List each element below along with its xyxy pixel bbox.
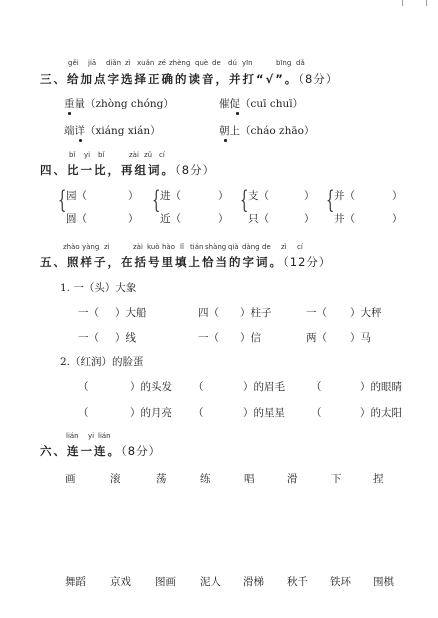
brace-icon: {	[152, 186, 161, 214]
pinyin: zài	[133, 243, 143, 251]
fill-blank-close: ）柱子	[240, 307, 272, 319]
fill-blank-close: ）大船	[115, 307, 147, 319]
pinyin: zì	[281, 243, 287, 251]
compare-char: 圆（	[66, 213, 87, 225]
fill-blank-close: ）的太阳	[360, 407, 402, 419]
fill-blank-open: 一（	[198, 332, 219, 344]
pinyin: qià	[228, 243, 239, 251]
compare-char: 并（	[334, 190, 355, 202]
fill-blank-open: （	[193, 381, 204, 393]
match-verb[interactable]: 唱	[244, 473, 255, 485]
section-heading	[40, 71, 338, 87]
corner-mark	[426, 0, 427, 6]
pinyin: yīn	[242, 59, 253, 67]
fill-blank-close: ）大秤	[350, 307, 382, 319]
section-title: 连一连。	[67, 444, 121, 458]
match-verb[interactable]: 练	[200, 473, 211, 485]
pinyin: de	[262, 243, 271, 251]
fill-blank-open: 一（	[78, 307, 99, 319]
brace-icon: {	[240, 186, 249, 214]
pinyin: shàng	[205, 243, 227, 251]
match-noun[interactable]: 舞蹈	[65, 576, 86, 588]
fill-blank-close: ）的眉毛	[243, 381, 285, 393]
section-heading	[40, 443, 161, 459]
fill-blank-close: ）信	[240, 332, 261, 344]
reading-choice-item: 重量（zhòng chóng）	[64, 98, 174, 110]
pinyin: yi	[88, 432, 95, 440]
section-title: 比一比，再组词。	[67, 163, 175, 177]
close-paren: ）	[304, 190, 315, 202]
pinyin: xuǎn	[137, 59, 155, 67]
emphasis-dot	[79, 139, 82, 142]
pinyin: bǐ	[98, 151, 105, 159]
pinyin: lián	[66, 432, 79, 440]
match-noun[interactable]: 秋千	[287, 576, 308, 588]
close-paren: ）	[128, 190, 139, 202]
close-paren: ）	[392, 213, 403, 225]
compare-char: 近（	[160, 213, 181, 225]
section-heading	[40, 162, 215, 178]
example-text: 2.（红润）的脸蛋	[60, 356, 144, 368]
match-verb[interactable]: 荡	[156, 473, 167, 485]
fill-blank-open: （	[311, 381, 322, 393]
pinyin: zé	[158, 59, 166, 67]
fill-blank-close: ）的眼睛	[360, 381, 402, 393]
close-paren: ）	[218, 190, 229, 202]
fill-blank-close: ）的头发	[130, 381, 172, 393]
pinyin: bīng	[276, 59, 292, 67]
match-verb[interactable]: 滚	[110, 473, 121, 485]
pinyin: diǎn	[106, 59, 122, 67]
fill-blank-open: （	[78, 407, 89, 419]
pinyin: yi	[84, 151, 91, 159]
corner-mark	[402, 0, 403, 6]
pinyin: bǐ	[69, 151, 76, 159]
fill-blank-open: 一（	[78, 332, 99, 344]
section-score: （8分）	[298, 72, 339, 86]
fill-blank-open: 两（	[306, 332, 327, 344]
close-paren: ）	[218, 213, 229, 225]
compare-char: 支（	[248, 190, 269, 202]
compare-char: 只（	[248, 213, 269, 225]
emphasis-dot	[224, 139, 227, 142]
pinyin: zài	[129, 151, 139, 159]
pinyin: cí	[297, 243, 303, 251]
section-title: 照样子，在括号里填上恰当的字词。	[67, 255, 283, 269]
pinyin: zhào	[63, 243, 80, 251]
compare-char: 井（	[334, 213, 355, 225]
section-number: 六、	[40, 444, 67, 458]
pinyin: tián	[190, 243, 204, 251]
reading-choice-item: 端详（xiáng xián）	[64, 125, 161, 137]
match-noun[interactable]: 京戏	[110, 576, 131, 588]
section-number: 五、	[40, 255, 67, 269]
pinyin: yàng	[82, 243, 100, 251]
pinyin: hào	[162, 243, 176, 251]
close-paren: ）	[304, 213, 315, 225]
fill-blank-close: ）的星星	[243, 407, 285, 419]
pinyin: zǔ	[144, 151, 153, 159]
match-verb[interactable]: 画	[65, 473, 76, 485]
fill-blank-close: ）马	[350, 332, 371, 344]
example-text: 1. 一（头）大象	[60, 282, 137, 294]
section-title: 给加点字选择正确的读音，并打“√”。	[67, 72, 299, 86]
pinyin: zi	[104, 243, 110, 251]
pinyin: cí	[159, 151, 165, 159]
reading-choice-item: 朝上（cháo zhāo）	[219, 125, 315, 137]
match-noun[interactable]: 围棋	[373, 576, 394, 588]
pinyin: kuò	[147, 243, 160, 251]
close-paren: ）	[128, 213, 139, 225]
pinyin: zhèng	[169, 59, 191, 67]
emphasis-dot	[236, 112, 239, 115]
section-score: （8分）	[121, 444, 162, 458]
pinyin: dǎ	[296, 59, 305, 67]
section-heading	[40, 254, 331, 270]
compare-char: 园（	[66, 190, 87, 202]
pinyin: lǐ	[180, 243, 184, 251]
fill-blank-close: ）的月亮	[130, 407, 172, 419]
match-noun[interactable]: 图画	[155, 576, 176, 588]
pinyin: dàng	[242, 243, 260, 251]
emphasis-dot	[68, 112, 71, 115]
pinyin: què	[195, 59, 209, 67]
close-paren: ）	[392, 190, 403, 202]
brace-icon: {	[58, 186, 67, 214]
pinyin: gěi	[68, 59, 79, 67]
fill-blank-open: （	[78, 381, 89, 393]
pinyin: dú	[228, 59, 237, 67]
fill-blank-open: 一（	[306, 307, 327, 319]
match-verb[interactable]: 捏	[373, 473, 384, 485]
pinyin: de	[212, 59, 221, 67]
fill-blank-open: （	[193, 407, 204, 419]
match-noun[interactable]: 铁环	[330, 576, 351, 588]
fill-blank-open: 四（	[198, 307, 219, 319]
match-noun[interactable]: 泥人	[200, 576, 221, 588]
match-verb[interactable]: 滑	[287, 473, 298, 485]
pinyin: zì	[125, 59, 131, 67]
match-noun[interactable]: 滑梯	[243, 576, 264, 588]
match-verb[interactable]: 下	[331, 473, 342, 485]
reading-choice-item: 催促（cuī chuī）	[219, 98, 304, 110]
section-number: 四、	[40, 163, 67, 177]
section-number: 三、	[40, 72, 67, 86]
section-score: （12分）	[283, 255, 332, 269]
pinyin: jiā	[88, 59, 97, 67]
fill-blank-close: ）线	[115, 332, 136, 344]
fill-blank-open: （	[311, 407, 322, 419]
compare-char: 进（	[160, 190, 181, 202]
pinyin: lián	[98, 432, 111, 440]
brace-icon: {	[326, 186, 335, 214]
section-score: （8分）	[175, 163, 216, 177]
